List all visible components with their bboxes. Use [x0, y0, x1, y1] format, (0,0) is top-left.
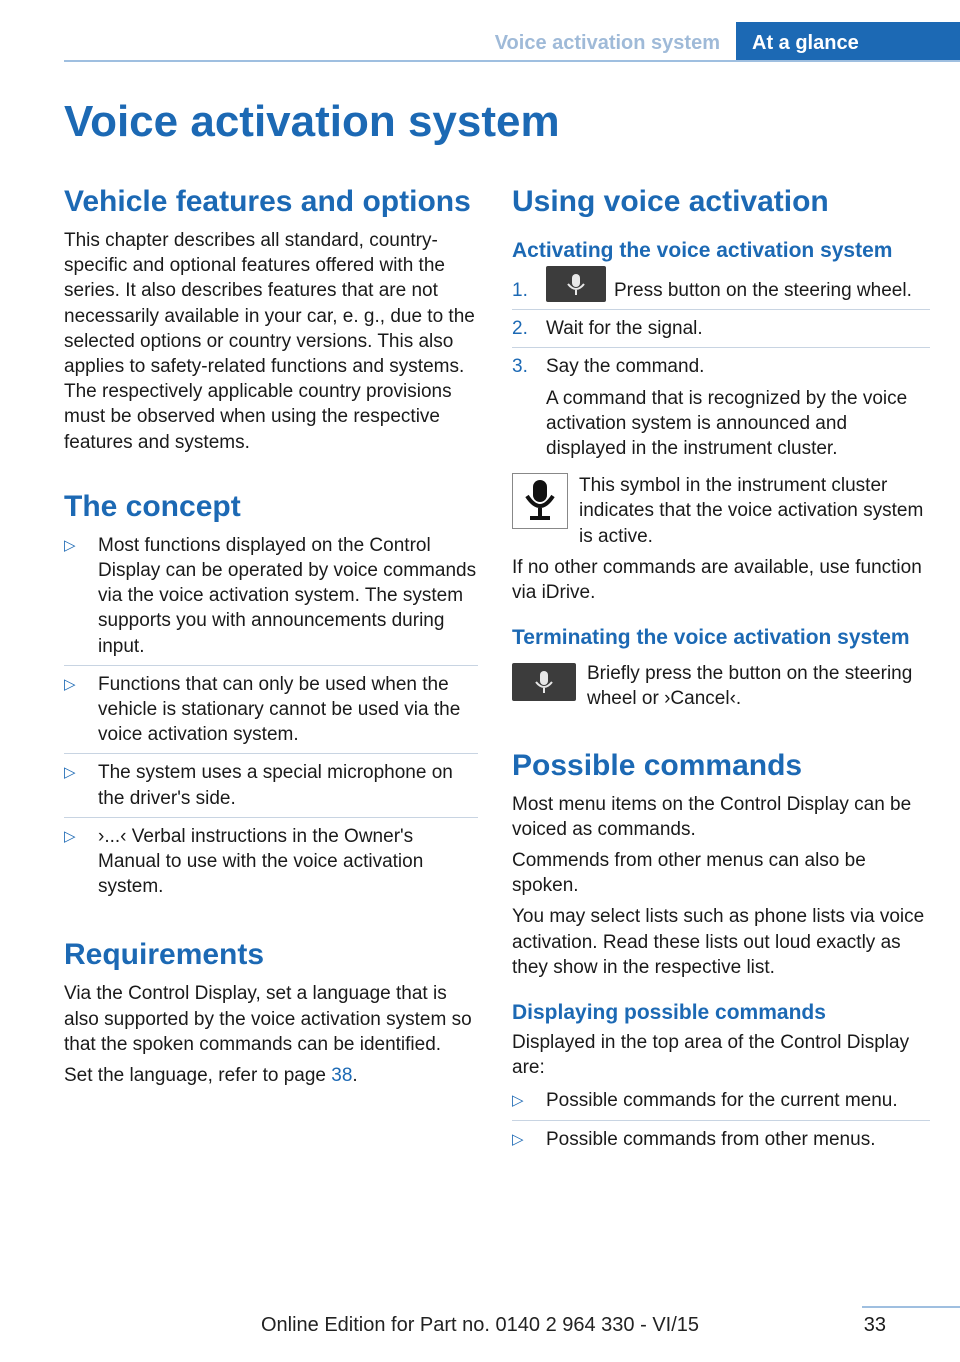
header-chapter-tab: At a glance [736, 22, 960, 62]
heading-possible-commands: Possible commands [512, 748, 803, 782]
divider [64, 753, 478, 754]
paragraph-vehicle-features: This chapter describes all standard, country-specific and optional features offered with the series. It also describes features that are not necessarily available in your car, e. g., due to the selected options or country versions. This also applies to safety-related functions and systems. The respectively applicable country provisions must be observed when using the respective features and systems. [64, 230, 475, 453]
list-item: ▷ Most functions displayed on the Control Display can be operated by voice commands via the voice activation system. The system supports you with announcements during input. [64, 534, 477, 657]
heading-the-concept: The concept [64, 489, 241, 523]
triangle-bullet-icon: ▷ [512, 1130, 524, 1148]
step3-detail: A command that is recognized by the voice activation system is announced and displayed in the instrument cluster. [546, 387, 908, 460]
list-item: ▷ Possible commands for the current menu. [512, 1088, 930, 1113]
heading-displaying: Displaying possible commands [512, 1001, 826, 1025]
step-item: 3. Say the command. [512, 356, 705, 378]
header-rule [64, 60, 960, 62]
list-item: ▷ The system uses a special microphone on the driver's side. [64, 762, 453, 809]
paragraph-set-language: Set the language, refer to page 38. [64, 1065, 358, 1087]
paragraph-no-other-commands: If no other commands are available, use function via iDrive. [512, 556, 922, 604]
heading-using-voice-activation: Using voice activation [512, 185, 829, 218]
list-item: ▷ Possible commands from other menus. [512, 1127, 930, 1152]
page-title: Voice activation system [64, 97, 560, 146]
paragraph-possible-2: Commends from other menus can also be spoken. [512, 850, 866, 897]
header-section-title: Voice activation system [494, 32, 720, 54]
display-list [512, 1088, 930, 1151]
right-column [512, 180, 930, 1152]
paragraph-possible-3: You may select lists such as phone lists via voice activation. Read these lists out loud exactly as they show in the respective list. [512, 906, 925, 978]
triangle-bullet-icon: ▷ [64, 764, 76, 782]
paragraph-possible-1: Most menu items on the Control Display can be voiced as commands. [512, 793, 912, 840]
triangle-bullet-icon: ▷ [64, 675, 76, 693]
heading-requirements: Requirements [64, 938, 265, 972]
terminating-note [512, 661, 930, 711]
terminating-text: Briefly press the button on the steering wheel or ›Cancel‹. [587, 663, 913, 710]
footer-rule [862, 1306, 960, 1308]
list-item: ▷ Functions that can only be used when the vehicle is stationary cannot be used via the voice activation system. [64, 673, 461, 746]
divider [512, 309, 930, 310]
steps-list [512, 278, 930, 461]
heading-activating: Activating the voice activation system [512, 239, 893, 262]
microphone-button-icon [546, 266, 606, 302]
step-item: 2. Wait for the signal. [512, 318, 703, 340]
step-item: 1. Press button on the steering wheel. [512, 278, 930, 303]
symbol-text: This symbol in the instrument cluster indicates that the voice activation system is active. [579, 475, 924, 547]
divider [512, 1120, 930, 1121]
microphone-button-icon [512, 663, 576, 701]
triangle-bullet-icon: ▷ [64, 827, 76, 845]
triangle-bullet-icon: ▷ [64, 536, 76, 554]
symbol-note [512, 473, 930, 549]
microphone-symbol-icon [512, 473, 568, 529]
heading-terminating: Terminating the voice activation system [512, 626, 910, 650]
footer-edition: Online Edition for Part no. 0140 2 964 330 - VI/15 [260, 1314, 700, 1336]
divider [512, 347, 930, 348]
paragraph-requirements: Via the Control Display, set a language that is also supported by the voice activation system so that the spoken commands can be identified. [64, 983, 472, 1055]
page-link-38[interactable]: 38 [331, 1065, 353, 1087]
list-item: ▷ ›...‹ Verbal instructions in the Owner's Manual to use with the voice activation system. [64, 825, 424, 898]
triangle-bullet-icon: ▷ [512, 1092, 524, 1110]
divider [64, 817, 478, 818]
paragraph-displaying: Displayed in the top area of the Control Display are: [512, 1032, 910, 1079]
heading-vehicle-features: Vehicle features and options [64, 185, 471, 218]
divider [64, 665, 478, 666]
page-number: 33 [863, 1314, 886, 1336]
left-column [64, 180, 478, 1088]
concept-list [64, 533, 478, 900]
